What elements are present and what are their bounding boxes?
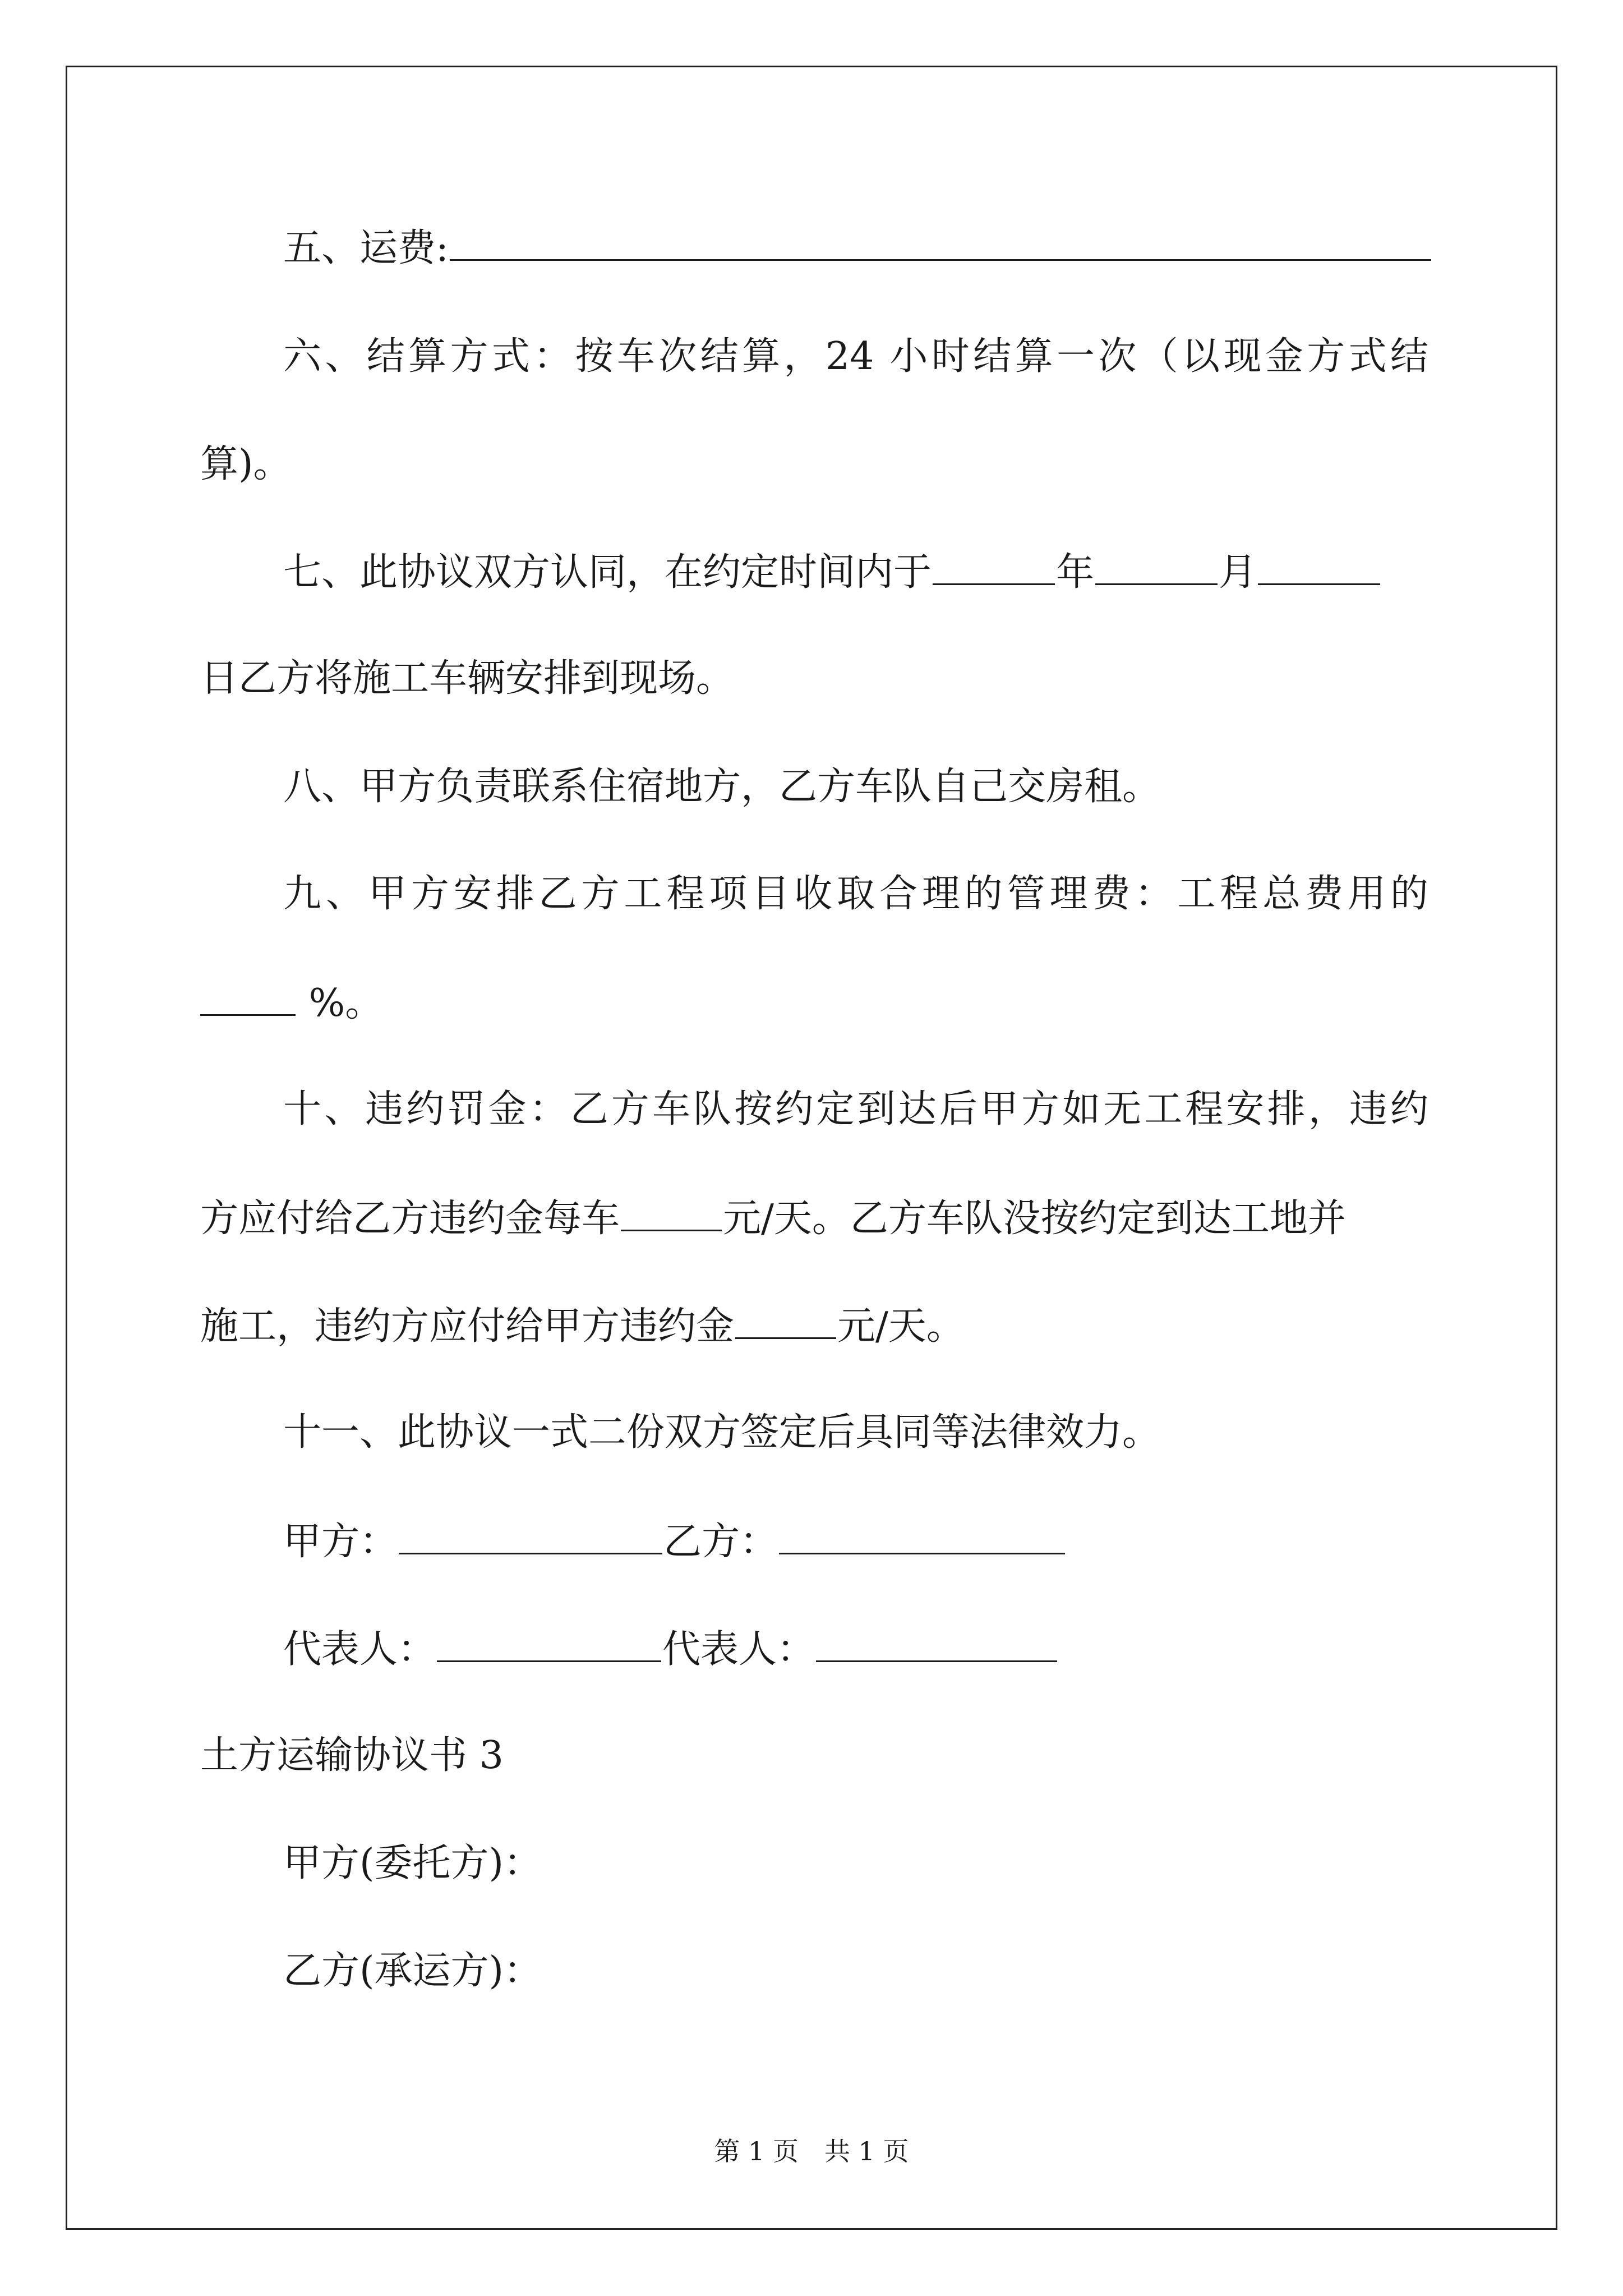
item-10-line-1: 十、违约罚金：乙方车队按约定到达后甲方如无工程安排，违约 (283, 1087, 1428, 1131)
month-blank[interactable] (1095, 544, 1218, 585)
item-7-prefix: 七、此协议双方认同，在约定时间内于 (283, 550, 932, 595)
item-10-line-2-suffix: 元/天。乙方车队没按约定到达工地并 (723, 1197, 1346, 1241)
party-a-blank[interactable] (399, 1513, 662, 1554)
item-5-label: 五、运费: (283, 226, 449, 270)
party-b-blank[interactable] (779, 1513, 1065, 1554)
item-6-line-1: 六、结算方式：按车次结算，24 小时结算一次（以现金方式结 (283, 334, 1428, 379)
item-7-year: 年 (1056, 550, 1095, 595)
item-5-freight (200, 220, 1428, 274)
item-7-line-1 (200, 544, 1428, 598)
item-9-suffix: %。 (308, 981, 384, 1025)
item-10-line-3-prefix: 施工，违约方应付给甲方违约金 (200, 1304, 735, 1349)
penalty-b-blank[interactable] (735, 1298, 836, 1339)
item-10-line-3-suffix: 元/天。 (837, 1304, 965, 1349)
section-3-title: 土方运输协议书 3 (200, 1733, 504, 1778)
day-blank[interactable] (1258, 544, 1380, 585)
item-7-line-2: 日乙方将施工车辆安排到现场。 (200, 656, 735, 701)
year-blank[interactable] (933, 544, 1055, 585)
signature-representatives (200, 1621, 1428, 1675)
signature-parties (200, 1513, 1428, 1567)
page-footer: 第 1 页 共 1 页 (714, 2136, 909, 2166)
item-6-line-2: 算)。 (200, 442, 292, 486)
rep-a-label: 代表人： (283, 1627, 436, 1672)
item-9-line-1: 九、甲方安排乙方工程项目收取合理的管理费：工程总费用的 (283, 872, 1428, 916)
party-b-label: 乙方： (663, 1520, 778, 1564)
item-10-line-2 (200, 1190, 1428, 1244)
party-a-label: 甲方： (283, 1520, 398, 1564)
item-10-line-3 (200, 1298, 1428, 1352)
item-7-month: 月 (1219, 550, 1257, 595)
rep-b-blank[interactable] (816, 1621, 1057, 1662)
item-11: 十一、此协议一式二份双方签定后具同等法律效力。 (283, 1410, 1161, 1455)
page-border (66, 66, 1557, 2230)
item-8: 八、甲方负责联系住宿地方，乙方车队自己交房租。 (283, 765, 1161, 809)
rep-a-blank[interactable] (437, 1621, 661, 1662)
penalty-a-blank[interactable] (621, 1190, 722, 1231)
item-9-line-2 (200, 975, 1428, 1029)
client-label: 甲方(委托方)： (283, 1841, 542, 1885)
freight-blank[interactable] (450, 220, 1431, 261)
rep-b-label: 代表人： (662, 1627, 815, 1672)
fee-percent-blank[interactable] (200, 975, 296, 1016)
item-10-line-2-prefix: 方应付给乙方违约金每车 (200, 1197, 620, 1241)
carrier-label: 乙方(承运方)： (283, 1949, 542, 1993)
